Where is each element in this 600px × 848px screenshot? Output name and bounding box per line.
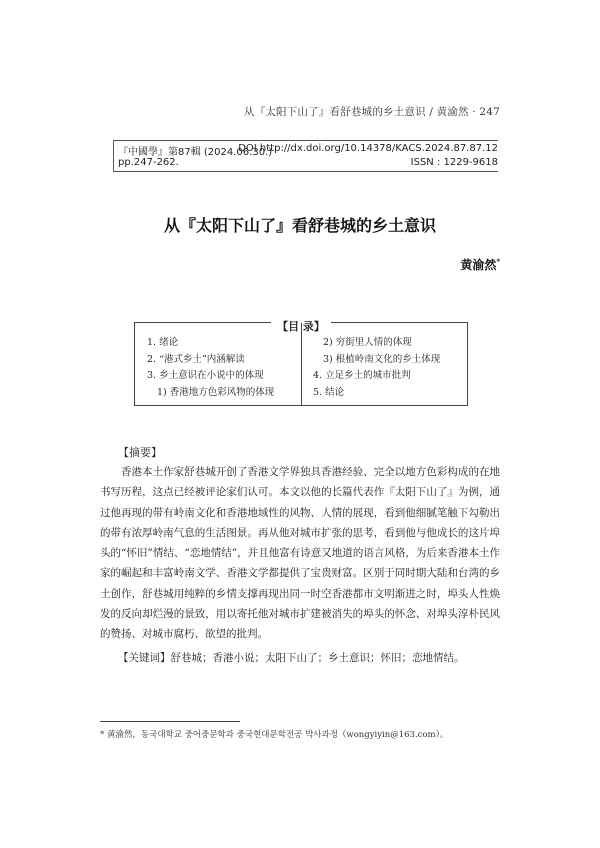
toc-item: 4. 立足乡土的城市批判: [313, 370, 411, 381]
toc-right-column: [313, 335, 440, 401]
citation-box: [113, 140, 498, 172]
abstract-body: [100, 462, 500, 645]
footnote-rule: [100, 721, 240, 722]
abstract-paragraph: 香港本土作家舒巷城开创了香港文学界独具香港经验、完全以地方色彩构成的在地书写历程，这点已经被评论家们认可。本文以他的长篇代表作『太阳下山了』为例，通过他再现的带有岭南文化和香港地域性的风物、人情的展现，看到他细腻笔触下勾勒出的带有浓厚岭南气息的生活图景。再从他对城市扩张的思考，看到他与他成长的这片埠头的“怀旧”情结、“恋地情结”，并且他富有诗意又地道的语言风格，为后来香港本土作家的崛起和丰富岭南文学、香港文学都提供了宝贵财富。区别于同时期大陆和台湾的乡土创作，舒巷城用纯粹的乡情支撑再现出同一时空香港都市文明渐进之时，埠头人性焕发的反向却烂漫的景致，用以寄托他对城市扩建被消失的埠头的怀念、对埠头淳朴民风的赞扬、对城市腐朽、欲望的批判。: [100, 466, 500, 641]
author-line: [460, 256, 500, 273]
page-range: pp.247-262.: [118, 157, 179, 168]
toc-item: 1) 香港地方色彩风物的体现: [157, 386, 275, 398]
doi-link[interactable]: DOI http://dx.doi.org/10.14378/KACS.2024.87.87.12: [238, 143, 498, 154]
toc-left-column: [147, 335, 274, 401]
toc-item: 2. “港式乡土”内涵解读: [147, 353, 245, 365]
abstract-heading: 【摘要】: [118, 446, 162, 459]
author-name: 黄渝然: [460, 258, 497, 272]
toc-heading: 【目 录】: [271, 320, 331, 333]
table-of-contents: [134, 322, 468, 406]
issn: ISSN : 1229-9618: [410, 157, 498, 168]
toc-item: 3) 根植岭南文化的乡土体现: [323, 353, 441, 365]
journal-info: 『中國學』第87輯 (2024.06.30.): [118, 147, 273, 158]
paper-title: 从『太阳下山了』看舒巷城的乡土意识: [163, 216, 436, 235]
toc-divider: [301, 323, 302, 405]
toc-item: 3. 乡土意识在小说中的体现: [147, 370, 264, 381]
toc-item: 5. 结论: [313, 386, 345, 398]
toc-item: 2) 穷街里人情的体现: [323, 337, 412, 348]
keywords: 【关键词】舒巷城；香港小说；太阳下山了；乡土意识；怀旧；恋地情结。: [118, 652, 465, 664]
toc-item: 1. 绪论: [147, 337, 179, 348]
footnote: * 黄渝然，동국대학교 중어중문학과 중국현대문학전공 박사과정（wongyiyin@163.com）。: [100, 730, 449, 740]
footnote-marker[interactable]: *: [496, 257, 500, 266]
running-head: 从『太阳下山了』看舒巷城的乡土意识 / 黄渝然 · 247: [243, 106, 500, 118]
